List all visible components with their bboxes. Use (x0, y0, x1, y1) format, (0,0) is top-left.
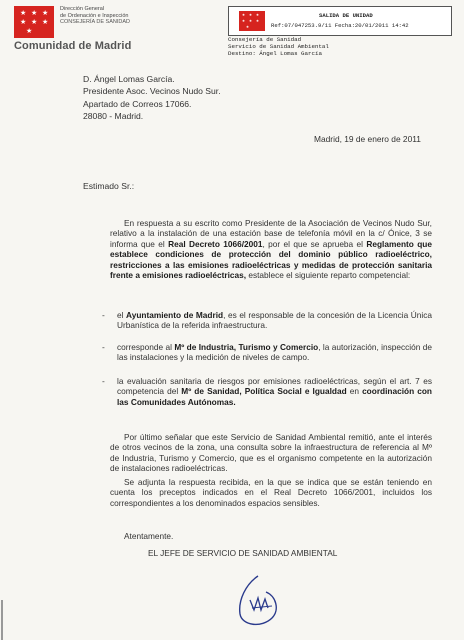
stamp-dest-line-3: Destino: Ángel Lomas García (228, 50, 322, 57)
handwritten-signature-icon (228, 570, 288, 632)
stamp-flag-logo: ★ ★ ★ ★ ★ ★ ★ (239, 11, 265, 31)
paragraph-consultation: Por último señalar que este Servicio de Sanidad Ambiental remitió, ante el interés de otros vecinos de la zona, una consulta sobre la infraestructura de referencia al Mº de Industria, Turismo y Comercio, que es el organismo competente en la autorización de instalaciones radioeléctricas. (110, 432, 432, 474)
staple-mark-icon (0, 600, 8, 640)
bullet-item-2 (117, 342, 432, 363)
bullet-1-text-1: el (117, 310, 127, 320)
org-line-2: de Ordenación e Inspección (60, 12, 129, 19)
bullet-3-bold-coordination: coordinación con las Comunidades Autónomas. (117, 386, 432, 407)
letter-date: Madrid, 19 de enero de 2011 (314, 134, 421, 144)
closing: Atentamente. (124, 531, 174, 541)
paragraph-intro (110, 218, 432, 280)
greeting: Estimado Sr.: (83, 181, 135, 191)
bullet-1-text-2: , es el responsable de la concesión de la Licencia Única Urbanística de la referida infraestructura. (117, 310, 433, 331)
bullet-2-bold: Mº de Industria, Turismo y Comercio (174, 342, 319, 352)
bullet-marker-2: - (102, 342, 105, 352)
stamp-dest-line-1: Consejería de Sanidad (228, 36, 302, 43)
madrid-flag-logo: ★ ★ ★ ★ ★ ★ ★ (14, 6, 54, 38)
intro-text-2: , por el que se aprueba el (262, 238, 367, 249)
stamp-ref-line: Ref:07/047253.9/11 Fecha:20/01/2011 14:42 (271, 22, 409, 29)
addressee-city: 28080 - Madrid. (83, 111, 144, 122)
bullet-item-1 (117, 310, 432, 331)
stamp-destination (228, 36, 329, 57)
bullet-2-text-2: , la autorización, inspección de las instalaciones y la medición de niveles de campo. (117, 342, 432, 363)
bullet-1-bold: Ayuntamiento de Madrid (126, 310, 224, 320)
paragraph-attachment: Se adjunta la respuesta recibida, en la que se indica que se están teniendo en cuenta los preceptos indicados en el Real Decreto 1066/2001, incluidos los correspondientes a los denominados espacios sensibles. (110, 477, 432, 508)
intro-text-3: establece el siguiente reparto competencial: (246, 270, 411, 281)
addressee-name: D. Ángel Lomas García. (83, 74, 175, 84)
addressee-block (83, 73, 221, 123)
bullet-3-text-1: la evaluación sanitaria de riesgos por emisiones radioeléctricas, según el art. 7 es competencia del (117, 376, 432, 397)
bullet-3-bold-ministry: Mº de Sanidad, Política Social e Igualdad (181, 386, 347, 397)
org-line-1: Dirección General (60, 6, 105, 12)
bullet-item-3 (117, 376, 432, 407)
stamp-title: SALIDA DE UNIDAD (319, 12, 373, 19)
bullet-marker-3: - (102, 376, 105, 386)
intro-bold-decree: Real Decreto 1066/2001 (168, 238, 263, 249)
intro-bold-regulation: Reglamento que establece condiciones de protección del dominio público radioeléctrico, restricciones a las emisiones radioeléctricas y medidas de protección sanitaria frente a emisiones radioeléctricas, (110, 238, 432, 281)
bullet-2-text-1: corresponde al (117, 342, 175, 352)
addressee-role: Presidente Asoc. Vecinos Nudo Sur. (83, 86, 221, 97)
department-name: CONSEJERÍA DE SANIDAD (60, 19, 130, 26)
org-lines (60, 6, 130, 26)
org-name: Comunidad de Madrid (14, 40, 132, 52)
registry-stamp (228, 6, 452, 36)
bullet-3-text-2: en (346, 386, 363, 397)
signatory-title: EL JEFE DE SERVICIO DE SANIDAD AMBIENTAL (148, 548, 338, 558)
stamp-dest-line-2: Servicio de Sanidad Ambiental (228, 43, 329, 50)
bullet-marker-1: - (102, 310, 105, 320)
intro-text-1: En respuesta a su escrito como Presidente de la Asociación de Vecinos Nudo Sur, relativo a la instalación de una estación base de telefonía móvil en la c/ Ónice, 3 se informa que el (110, 218, 432, 249)
addressee-po-box: Apartado de Correos 17066. (83, 98, 192, 109)
